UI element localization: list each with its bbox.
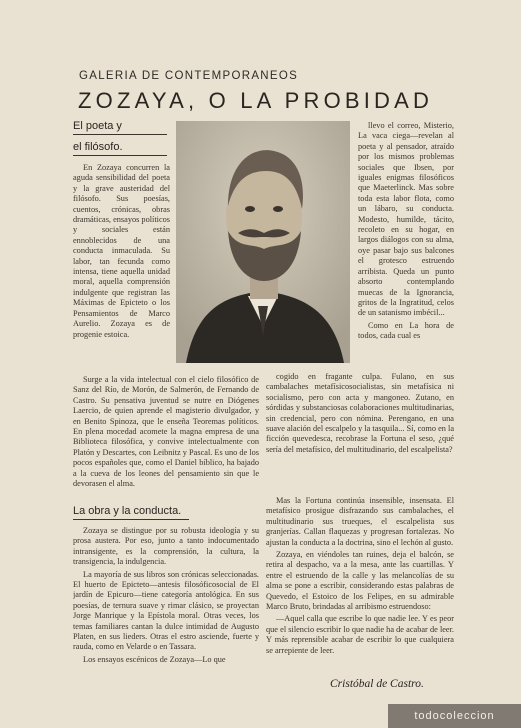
- column-right-top: [358, 121, 454, 369]
- author-signature: Cristóbal de Castro.: [330, 678, 424, 690]
- paragraph: Como en La hora de todos, cada cual es: [358, 320, 454, 341]
- column-left-wide: [73, 375, 259, 500]
- column-left-bottom: [73, 526, 259, 712]
- column-right-bottom: [266, 496, 454, 674]
- paragraph: llevo el correo, Misterio, La vaca ciega—revelan al poeta y al pensador, atraído por los mismos problemas sociales que Ibsen, por iguales enigmas filosóficos que Maeterlinck. Mas sobre toda esta labor flota, como un lábaro, su conducta. Modesto, humilde, tácito, recoleto en su hogar, en largos diálogos con su alma, oye pasar bajo sus balcones el grotesco estruendo arribista. Queda un punto absorto contemplando muecas de la Ignorancia, gritos de la Ingratitud, celos de un satanismo imbécil...: [358, 121, 454, 318]
- article-title: ZOZAYA, O LA PROBIDAD: [78, 88, 434, 113]
- paragraph: La mayoría de sus libros son crónicas seleccionadas. El huerto de Epicteto—antesis filosóficosocial de El jardín de Epicuro—tiene categoría antológica. En sus poesías, de ternura suave y rimar clásico, se proyectan Jorge Manrique y la Epístola moral. Otras veces, los temas familiares cantan la dulce intimidad de Augusto Platen, en sus lieders. Otras el estro asciende, fuerte y rauda, como en Velarde o en Tassara.: [73, 569, 259, 652]
- paragraph: cogido en fragante culpa. Fulano, en sus cambalaches metafísicosocialistas, sin metafísica ni socialismo, pero con acta y mangoneo. Zutano, en sórdidas y substanciosas colaboraciones multitudinarias, sin credencial, pero con nómina. Perengano, en una suave alación del escalpelo y la tasquila... Sí, como en la ficción quevedesca, recobrase la Fortuna el seso, ¿qué sería del metafísico, del multitudinario, del escalpelista?: [266, 372, 454, 454]
- heading-underline: [73, 519, 189, 520]
- author-portrait-photo: [176, 121, 350, 363]
- heading-underline: [73, 155, 167, 156]
- section-kicker: GALERIA DE CONTEMPORANEOS: [79, 70, 299, 82]
- paragraph: Mas la Fortuna continúa insensible, insensata. El metafísico prosigue disfrazando sus cambalaches, el multitudinario sus trueques, el escalpelista sus granjerías. Callan flaquezas y progresan fortalezas. No ajustan la conducta a la doctrina, sino el lechón al gusto.: [266, 496, 454, 547]
- heading-underline: [73, 134, 167, 135]
- paragraph: Los ensayos escénicos de Zozaya—Lo que: [83, 654, 226, 664]
- paragraph: En Zozaya concurren la aguda sensibilidad del poeta y la grave austeridad del filósofo. Sus poesías, cuentos, crónicas, obras dramáticas, ensayos políticos y sociales están ennoblecidos de una conducta inmaculada. Su labor, tan fecunda como intensa, tiene aquella unidad moral, aquella comprensión indulgente que registran las Máximas de Epicteto o los Pensamientos de Marco Aurelio. Zozaya es de progenie estoica.: [73, 163, 170, 339]
- paragraph: Surge a la vida intelectual con el cielo filosófico de Sanz del Río, de Morón, de Salmerón, de Fernando de Castro. Su pensativa juventud se nutre en Diógenes Laercio, de quien aprende el magisterio divulgador, y en Benito Spinoza, que le enseña Teoremas políticos. En plena mocedad acomete la magna empresa de una Biblioteca filosófica, y convive intelectualmente con Platón y Descartes, con Leibnitz y Pascal. Es uno de los pocos españoles que, como el Daniel bíblico, ha bajado a la cueva de los leones del pensamiento sin que le devorasen el alma.: [73, 375, 259, 489]
- section-heading-2: La obra y la conducta.: [73, 505, 182, 517]
- portrait-illustration: [176, 121, 350, 363]
- paragraph: —Aquel calla que escribe lo que nadie lee. Y es peor que el silencio escribir lo que nadie ha de acabar de leer. Y más reprensible acabar de escribir lo que cualquiera se arrepiente de leer.: [266, 614, 454, 655]
- section-heading-1a: El poeta y: [73, 120, 122, 132]
- paragraph: Zozaya, en viéndoles tan ruines, deja el balcón, se retira al despacho, va a la mesa, ante las cuartillas. Y entre el estruendo de la calle y las melancolías de su alma se pone a escribir, considerando estas palabras de Quevedo, el Estoico de los Felipes, en su admirable Marco Bruto, brindadas al arribismo estruendoso:: [266, 550, 454, 612]
- column-right-wide: [266, 372, 454, 494]
- paragraph: Zozaya se distingue por su robusta ideología y su prosa austera. Por eso, junto a tanto indocumentado intransigente, es la comprensión, la cultura, la transigencia, la indulgencia.: [73, 526, 259, 567]
- section-heading-1b: el filósofo.: [73, 141, 123, 153]
- column-left-top: [73, 163, 170, 373]
- watermark-badge: todocoleccion: [388, 704, 521, 728]
